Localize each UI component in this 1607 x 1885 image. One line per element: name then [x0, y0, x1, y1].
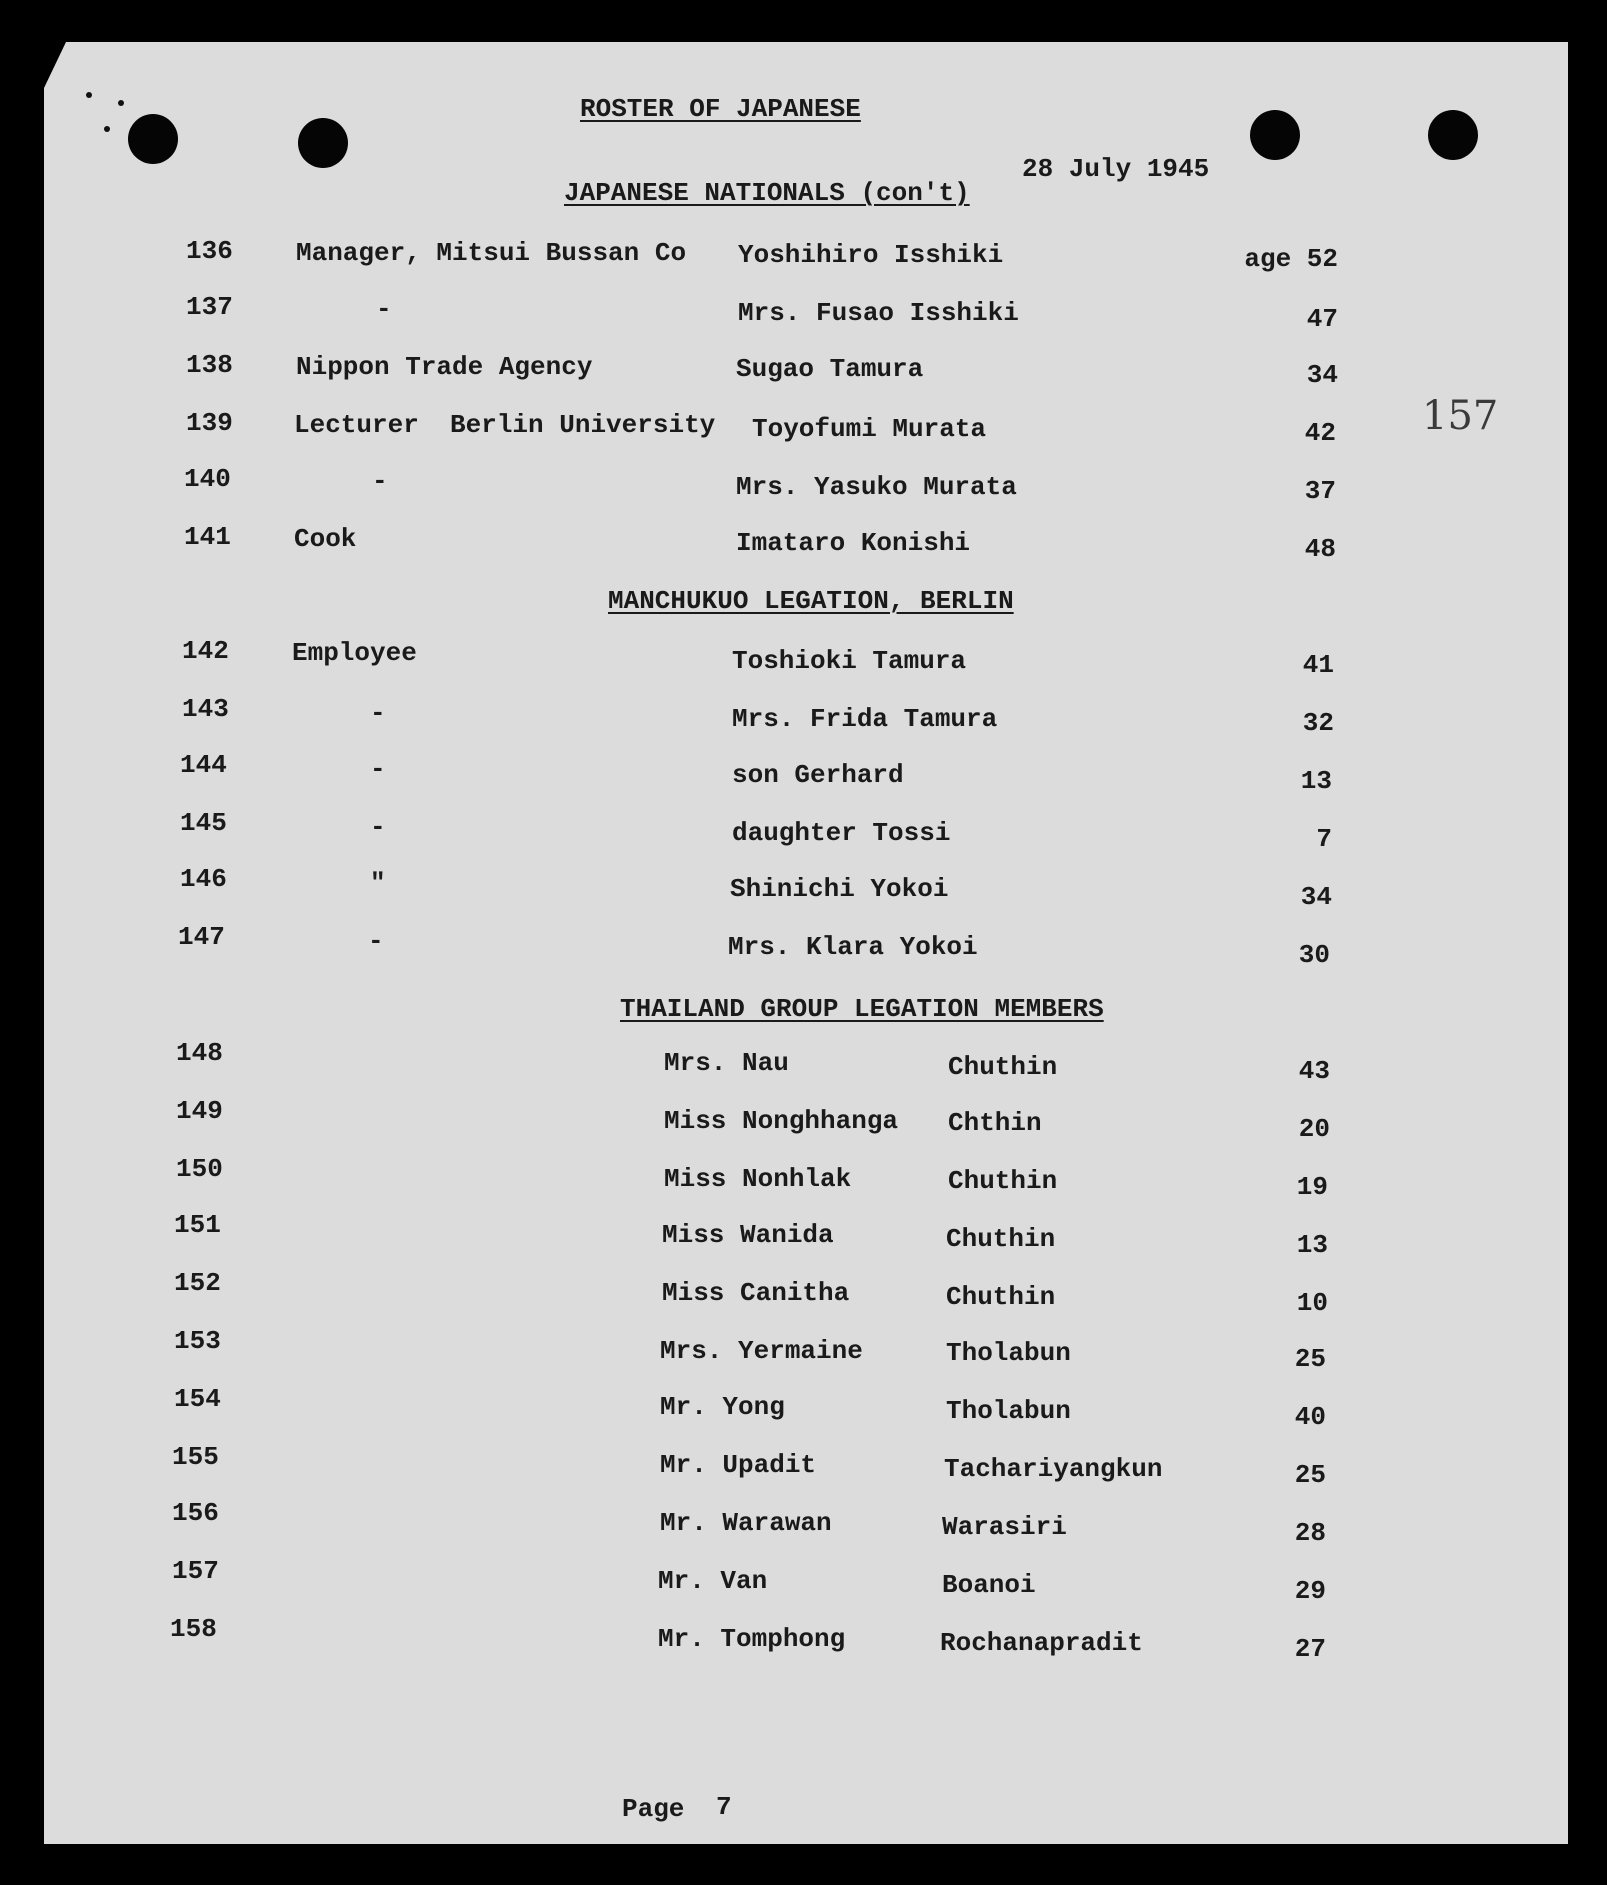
roster-number: 151 [174, 1210, 221, 1240]
roster-number: 138 [186, 350, 233, 380]
roster-role: - [376, 294, 392, 324]
roster-surname: Tholabun [946, 1338, 1071, 1368]
roster-age: 20 [1298, 1114, 1330, 1144]
roster-role: Employee [292, 638, 417, 668]
roster-age: 7 [1316, 824, 1332, 854]
roster-name: Toyofumi Murata [752, 414, 987, 444]
section-heading: MANCHUKUO LEGATION, BERLIN [608, 586, 1014, 616]
punch-hole [1250, 110, 1300, 160]
roster-role: Manager, Mitsui Bussan Co [296, 238, 687, 268]
roster-surname: Chuthin [946, 1224, 1056, 1254]
roster-role: - [370, 812, 386, 842]
roster-number: 137 [186, 292, 233, 322]
roster-name: Yoshihiro Isshiki [738, 240, 1004, 270]
stamp-number: 157 [1422, 393, 1499, 439]
roster-number: 150 [176, 1154, 223, 1184]
ink-speck [86, 92, 92, 98]
roster-age: 41 [1302, 650, 1334, 680]
roster-surname: Boanoi [942, 1570, 1036, 1600]
roster-age: 10 [1296, 1288, 1328, 1318]
roster-name: Mr. Van [658, 1566, 768, 1596]
roster-age: 32 [1302, 708, 1334, 738]
roster-name: Miss Wanida [662, 1220, 834, 1250]
roster-name: Mrs. Yermaine [660, 1336, 863, 1366]
roster-name: Mrs. Fusao Isshiki [738, 298, 1019, 328]
roster-name: Mrs. Yasuko Murata [736, 472, 1017, 502]
roster-surname: Chthin [948, 1108, 1042, 1138]
roster-name: daughter Tossi [732, 818, 951, 848]
roster-role: - [372, 466, 388, 496]
roster-surname: Chuthin [946, 1282, 1056, 1312]
roster-name: Miss Canitha [662, 1278, 850, 1308]
roster-number: 146 [180, 864, 227, 894]
roster-number: 152 [174, 1268, 221, 1298]
roster-name: Mr. Upadit [660, 1450, 817, 1480]
document-title: ROSTER OF JAPANESE [580, 94, 861, 124]
roster-name: Mrs. Nau [664, 1048, 789, 1078]
section-heading: THAILAND GROUP LEGATION MEMBERS [620, 994, 1104, 1024]
roster-age: 40 [1294, 1402, 1326, 1432]
roster-name: Sugao Tamura [736, 354, 924, 384]
roster-surname: Chuthin [948, 1052, 1058, 1082]
roster-number: 136 [186, 236, 233, 266]
roster-name: Mr. Tomphong [658, 1624, 846, 1654]
roster-surname: Tholabun [946, 1396, 1071, 1426]
roster-number: 154 [174, 1384, 221, 1414]
roster-surname: Rochanapradit [940, 1628, 1143, 1658]
roster-surname: Tachariyangkun [944, 1454, 1163, 1484]
roster-number: 145 [180, 808, 227, 838]
roster-name: Miss Nonghhanga [664, 1106, 899, 1136]
roster-age: 19 [1296, 1172, 1328, 1202]
roster-role: Cook [294, 524, 357, 554]
roster-age: 13 [1300, 766, 1332, 796]
roster-age: 25 [1294, 1460, 1326, 1490]
roster-number: 158 [170, 1614, 217, 1644]
roster-name: Mr. Warawan [660, 1508, 832, 1538]
roster-role: " [370, 868, 386, 898]
roster-number: 155 [172, 1442, 219, 1472]
roster-age: 43 [1298, 1056, 1330, 1086]
roster-name: Mrs. Frida Tamura [732, 704, 998, 734]
roster-number: 141 [184, 522, 231, 552]
roster-role: Lecturer Berlin University [294, 410, 716, 440]
roster-role: - [370, 754, 386, 784]
roster-age: 25 [1294, 1344, 1326, 1374]
roster-name: Imataro Konishi [736, 528, 971, 558]
roster-name: Toshioki Tamura [732, 646, 967, 676]
roster-name: Mrs. Klara Yokoi [728, 932, 978, 962]
roster-number: 147 [178, 922, 225, 952]
roster-age: 29 [1294, 1576, 1326, 1606]
roster-number: 142 [182, 636, 229, 666]
roster-age: 13 [1296, 1230, 1328, 1260]
roster-number: 143 [182, 694, 229, 724]
ink-speck [104, 126, 110, 132]
roster-surname: Warasiri [942, 1512, 1067, 1542]
page-number: 7 [716, 1792, 732, 1822]
roster-age: 34 [1300, 882, 1332, 912]
document-date: 28 July 1945 [1022, 154, 1210, 184]
roster-name: Mr. Yong [660, 1392, 785, 1422]
roster-surname: Chuthin [948, 1166, 1058, 1196]
roster-name: Miss Nonhlak [664, 1164, 852, 1194]
roster-age: 37 [1304, 476, 1336, 506]
roster-age: 28 [1294, 1518, 1326, 1548]
roster-age: 47 [1306, 304, 1338, 334]
punch-hole [128, 114, 178, 164]
roster-name: son Gerhard [732, 760, 904, 790]
roster-number: 157 [172, 1556, 219, 1586]
roster-role: - [368, 926, 384, 956]
roster-age: 34 [1306, 360, 1338, 390]
roster-number: 140 [184, 464, 231, 494]
section-heading: JAPANESE NATIONALS (con't) [564, 178, 970, 208]
roster-age: 48 [1304, 534, 1336, 564]
page-label: Page [622, 1794, 685, 1824]
roster-number: 156 [172, 1498, 219, 1528]
roster-age: 30 [1298, 940, 1330, 970]
roster-age: 27 [1294, 1634, 1326, 1664]
roster-age: 42 [1304, 418, 1336, 448]
ink-speck [118, 100, 124, 106]
punch-hole [298, 118, 348, 168]
roster-number: 139 [186, 408, 233, 438]
roster-number: 153 [174, 1326, 221, 1356]
roster-age: age 52 [1244, 244, 1338, 274]
roster-number: 149 [176, 1096, 223, 1126]
punch-hole [1428, 110, 1478, 160]
roster-number: 148 [176, 1038, 223, 1068]
roster-number: 144 [180, 750, 227, 780]
roster-role: - [370, 698, 386, 728]
roster-role: Nippon Trade Agency [296, 352, 593, 382]
roster-name: Shinichi Yokoi [730, 874, 949, 904]
